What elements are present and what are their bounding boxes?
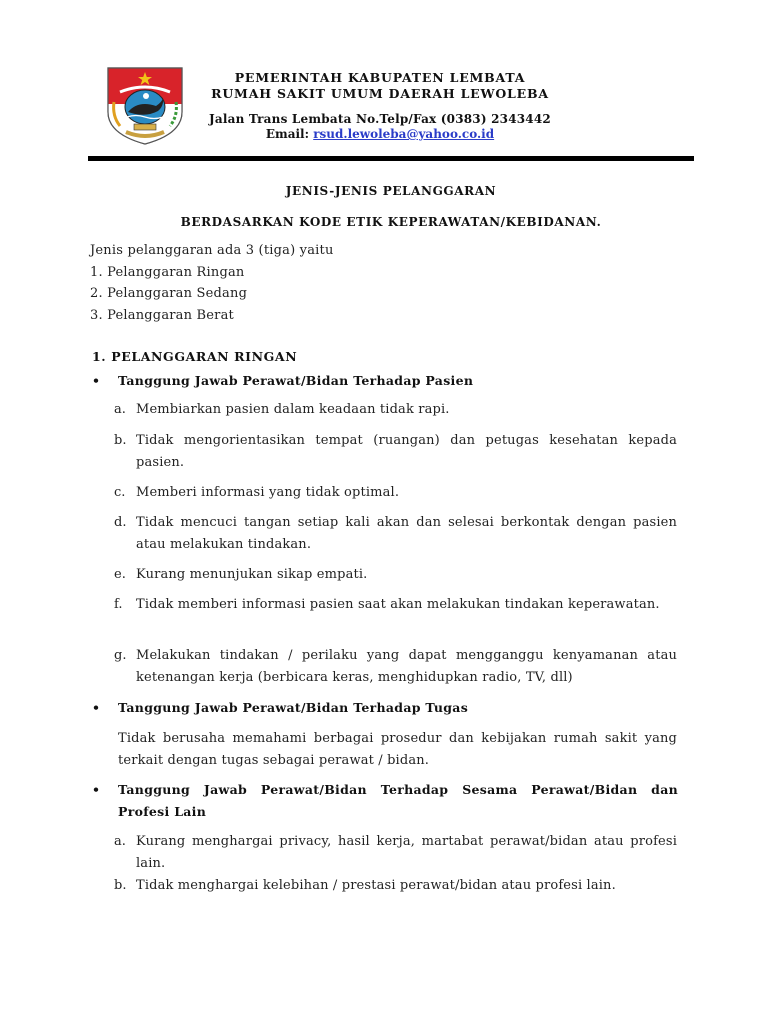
type-list-item: 2. Pelanggaran Sedang <box>90 286 248 301</box>
item-text: Melakukan tindakan / perilaku yang dapat mengganggu kenyamanan atau ketenangan kerja (berbicara keras, menghidupkan radio, TV, dll) <box>136 648 677 685</box>
item-label: f. <box>114 597 123 612</box>
item-text: Tidak mencuci tangan setiap kali akan dan selesai berkontak dengan pasien atau melakukan tindakan. <box>136 515 677 552</box>
list-item <box>114 430 677 474</box>
bullet-icon: • <box>92 373 100 388</box>
list-item <box>114 831 677 875</box>
list-item <box>114 512 677 556</box>
letterhead-email-line <box>190 127 570 142</box>
item-label: a. <box>114 834 126 849</box>
group-title: Tanggung Jawab Perawat/Bidan Terhadap Sesama Perawat/Bidan dan Profesi Lain <box>118 782 678 819</box>
letterhead-government: PEMERINTAH KABUPATEN LEMBATA <box>234 70 526 85</box>
intro-text: Jenis pelanggaran ada 3 (tiga) yaitu <box>90 243 334 258</box>
bullet-icon: • <box>92 782 100 797</box>
regency-coat-of-arms-icon <box>100 60 190 146</box>
item-label: c. <box>114 485 126 500</box>
section-heading: 1. PELANGGARAN RINGAN <box>92 349 298 364</box>
group-title: Tanggung Jawab Perawat/Bidan Terhadap Tugas <box>118 700 469 715</box>
list-item <box>114 594 677 616</box>
letterhead-address: Jalan Trans Lembata No.Telp/Fax (0383) 2343442 <box>209 112 551 126</box>
list-item <box>114 482 677 504</box>
group-title: Tanggung Jawab Perawat/Bidan Terhadap Pasien <box>118 373 474 388</box>
item-label: g. <box>114 648 127 663</box>
item-text: Memberi informasi yang tidak optimal. <box>136 485 400 500</box>
document-subtitle: BERDASARKAN KODE ETIK KEPERAWATAN/KEBIDANAN. <box>180 215 602 229</box>
list-item <box>114 875 677 897</box>
list-item <box>114 645 677 689</box>
email-link[interactable]: rsud.lewoleba@yahoo.co.id <box>313 127 495 141</box>
group-paragraph: Tidak berusaha memahami berbagai prosedur dan kebijakan rumah sakit yang terkait dengan tugas sebagai perawat / bidan. <box>118 731 677 768</box>
item-text: Tidak menghargai kelebihan / prestasi perawat/bidan atau profesi lain. <box>136 878 616 893</box>
item-label: a. <box>114 402 126 417</box>
item-text: Tidak memberi informasi pasien saat akan melakukan tindakan keperawatan. <box>136 597 660 612</box>
bullet-icon: • <box>92 700 100 715</box>
item-text: Kurang menghargai privacy, hasil kerja, martabat perawat/bidan atau profesi lain. <box>136 834 677 871</box>
item-label: b. <box>114 878 127 893</box>
letterhead-divider <box>88 156 694 161</box>
list-item <box>114 564 677 586</box>
letterhead-hospital: RUMAH SAKIT UMUM DAERAH LEWOLEBA <box>211 86 549 101</box>
item-label: b. <box>114 433 127 448</box>
item-text: Kurang menunjukan sikap empati. <box>136 567 368 582</box>
item-text: Tidak mengorientasikan tempat (ruangan) dan petugas kesehatan kepada pasien. <box>136 433 677 470</box>
item-label: e. <box>114 567 126 582</box>
item-text: Membiarkan pasien dalam keadaan tidak rapi. <box>136 402 450 417</box>
type-list-item: 1. Pelanggaran Ringan <box>90 265 245 280</box>
email-label: Email: <box>265 127 314 141</box>
letterhead <box>190 70 570 142</box>
list-item <box>114 399 677 421</box>
document-title: JENIS-JENIS PELANGGARAN <box>285 184 497 198</box>
type-list-item: 3. Pelanggaran Berat <box>90 308 234 323</box>
item-label: d. <box>114 515 127 530</box>
